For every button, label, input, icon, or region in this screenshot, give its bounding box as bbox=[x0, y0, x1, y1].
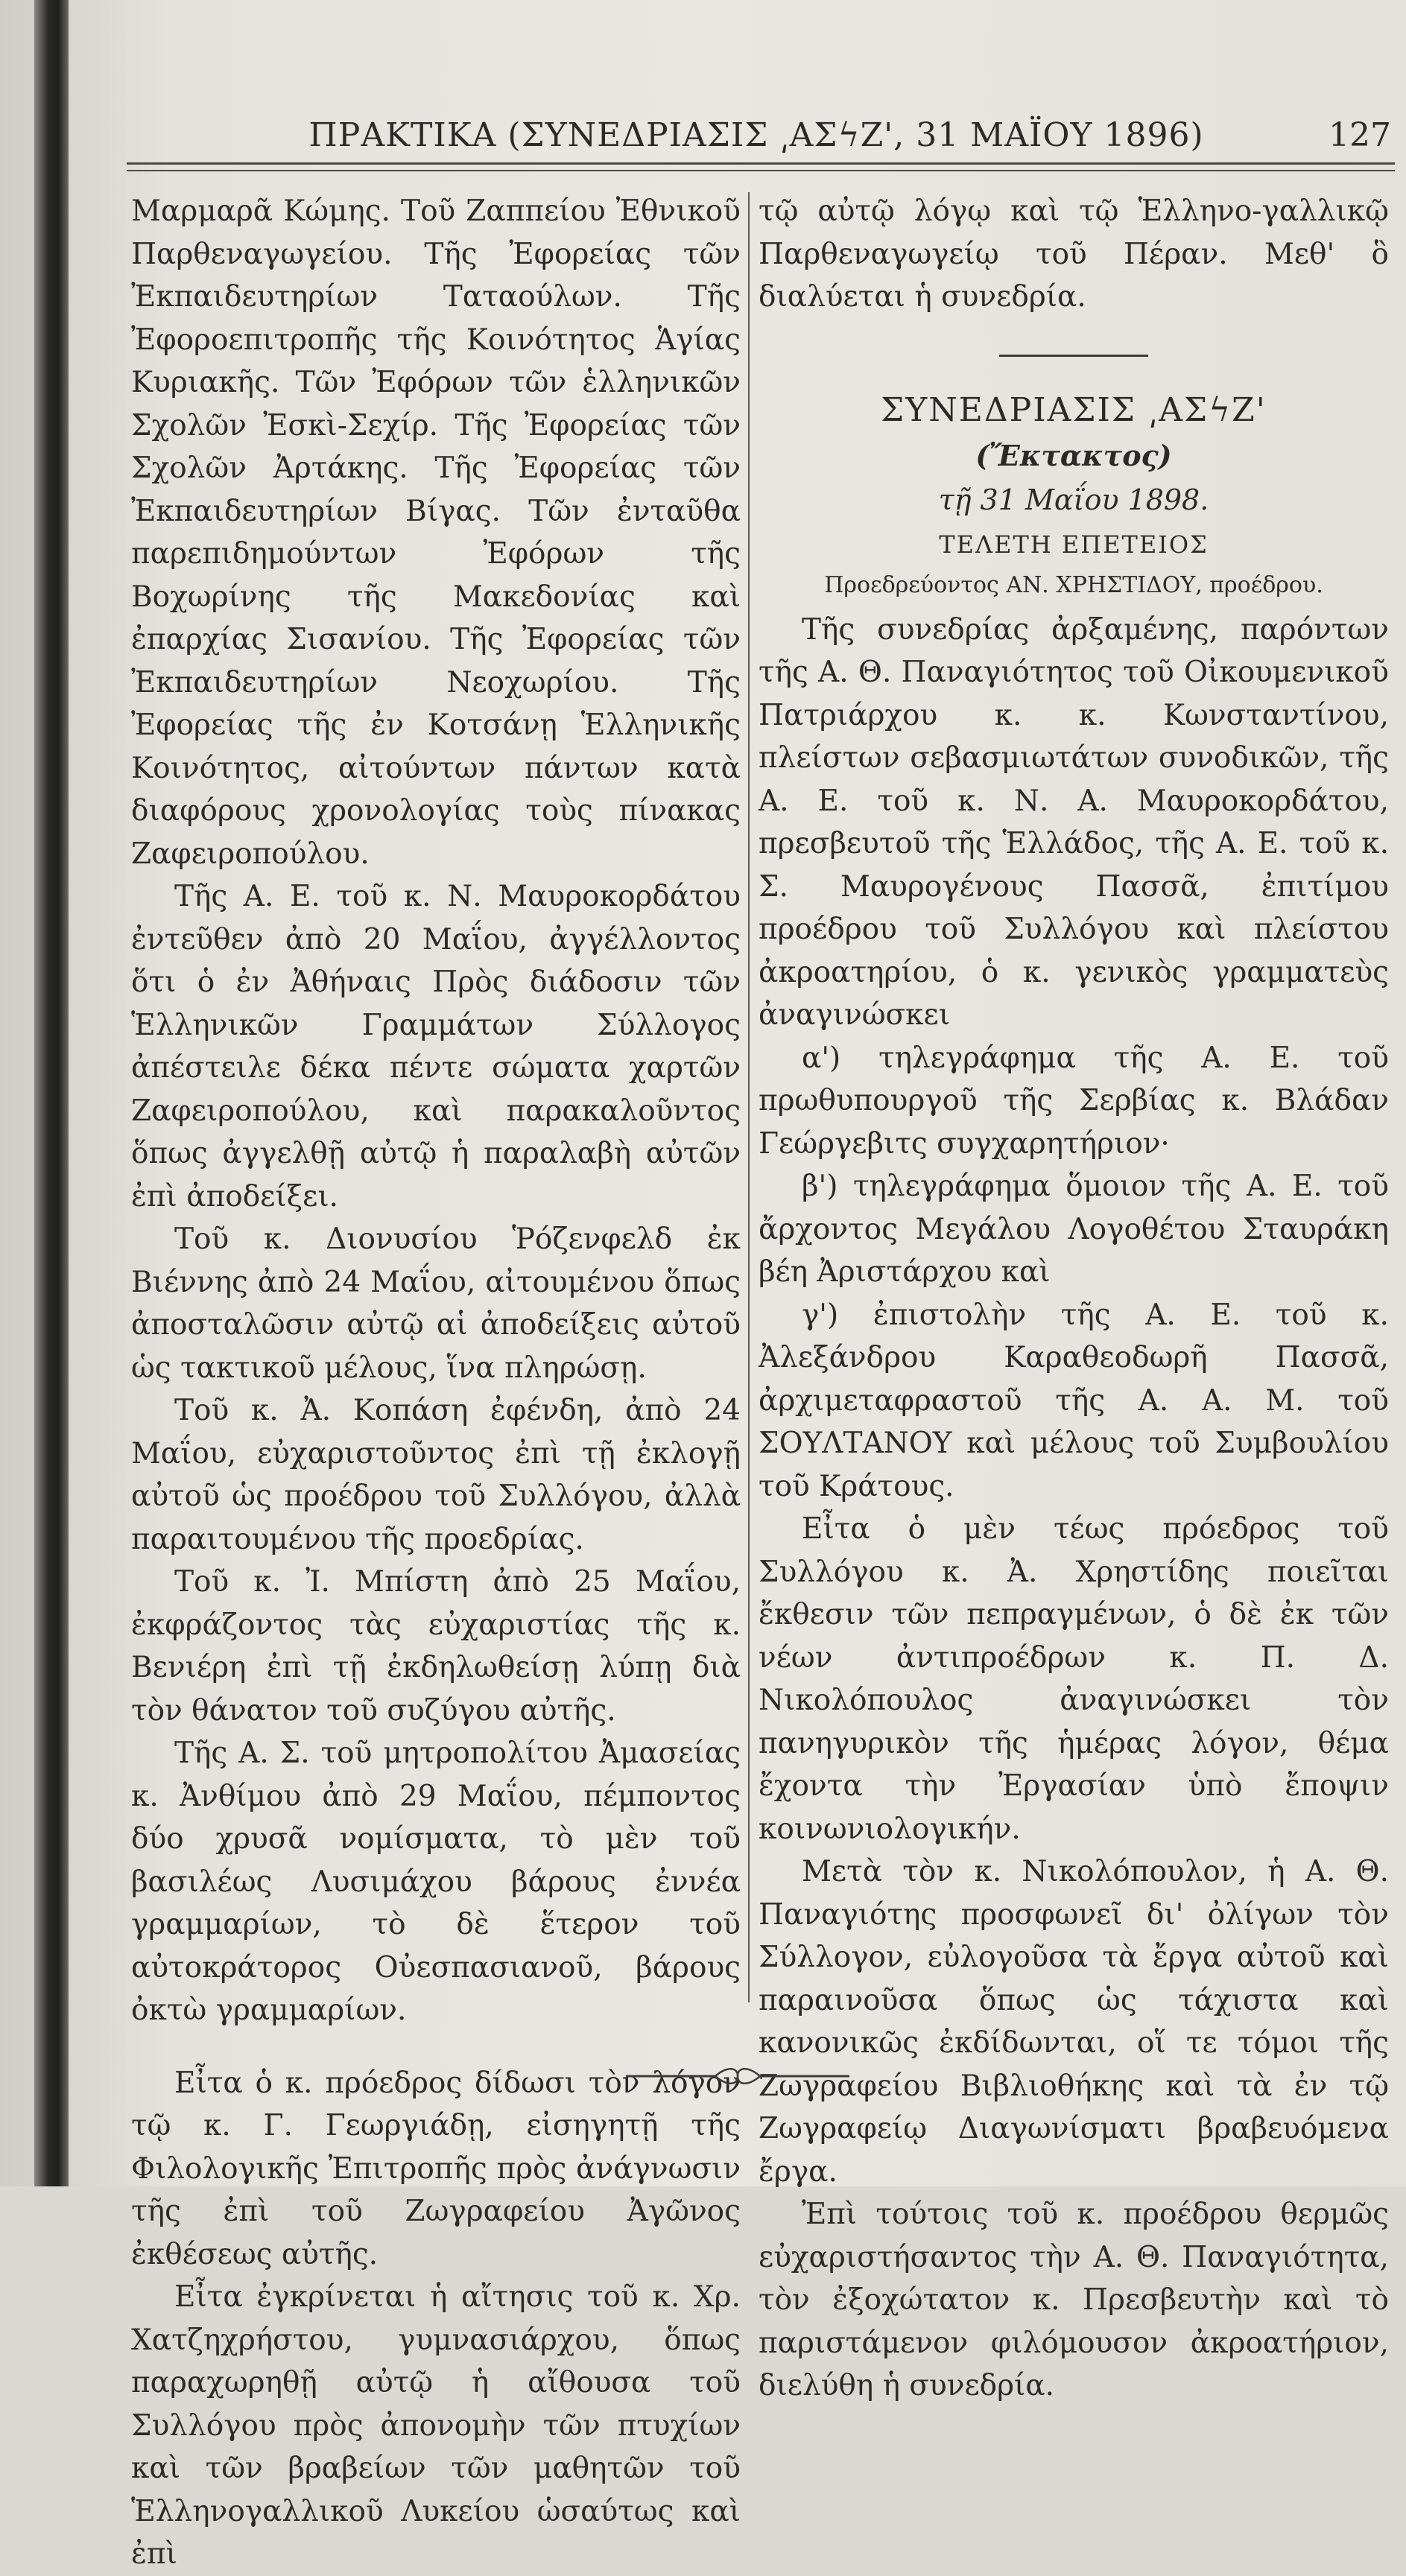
paragraph: Τοῦ κ. Ἰ. Μπίστη ἀπὸ 25 Μαΐου, ἐκφράζοντος τὰς εὐχαριστίας τῆς κ. Βενιέρη ἐπὶ τῇ ἐκδηλωθείσῃ λύπῃ διὰ τὸν θάνατον τοῦ συζύγου αὐτῆς. bbox=[131, 1565, 741, 1728]
paragraph: Τοῦ κ. Ἀ. Κοπάση ἐφένδη, ἀπὸ 24 Μαΐου, εὐχαριστοῦντος ἐπὶ τῇ ἐκλογῇ αὐτοῦ ὡς προέδρου τοῦ Συλλόγου, ἀλλὰ παραιτουμένου τῆς προεδρίας. bbox=[131, 1394, 741, 1556]
session-title: ΣΥΝΕΔΡΙΑΣΙΣ ͵ΑΣϟΖ' bbox=[881, 390, 1267, 429]
page-header bbox=[115, 112, 1397, 164]
page-number: 127 bbox=[1329, 116, 1391, 154]
session-heading bbox=[759, 387, 1389, 604]
right-column bbox=[759, 190, 1389, 2408]
header-rule-top bbox=[127, 162, 1395, 165]
paragraph: β') τηλεγράφημα ὅμοιον τῆς Α. Ε. τοῦ ἄρχοντος Μεγάλου Λογοθέτου Σταυράκη βέη Ἀριστάρχου καὶ bbox=[759, 1170, 1389, 1289]
left-column bbox=[131, 190, 741, 2576]
paragraph: Εἶτα ὁ μὲν τέως πρόεδρος τοῦ Συλλόγου κ. Ἀ. Χρηστίδης ποιεῖται ἔκθεσιν τῶν πεπραγμένων, ὁ δὲ ἐκ τῶν νέων ἀντιπροέδρων κ. Π. Δ. Νικολόπουλος ἀναγινώσκει τὸν πανηγυρικὸν τῆς ἡμέρας λόγον, θέμα ἔχοντα τὴν Ἐργασίαν ὑπὸ ἔποψιν κοινωνιολογικήν. bbox=[759, 1512, 1389, 1846]
column-divider bbox=[748, 192, 750, 2002]
paragraph: Μαρμαρᾶ Κώμης. Τοῦ Ζαππείου Ἐθνικοῦ Παρθεναγωγείου. Τῆς Ἐφορείας τῶν Ἐκπαιδευτηρίων Ταταούλων. Τῆς Ἐφοροεπιτροπῆς τῆς Κοινότητος Ἁγίας Κυριακῆς. Τῶν Ἐφόρων τῶν ἑλληνικῶν Σχολῶν Ἐσκὶ-Σεχίρ. Τῆς Ἐφορείας τῶν Σχολῶν Ἀρτάκης. Τῆς Ἐφορείας τῶν Ἐκπαιδευτηρίων Βίγας. Τῶν ἐνταῦθα παρεπιδημούντων Ἐφόρων τῆς Βοχωρίνης τῆς Μακεδονίας καὶ ἐπαρχίας Σισανίου. Τῆς Ἐφορείας τῶν Ἐκπαιδευτηρίων Νεοχωρίου. Τῆς Ἐφορείας τῆς ἐν Κοτσάνῃ Ἑλληνικῆς Κοινότητος, αἰτούντων πάντων κατὰ διαφόρους χρονολογίας τοὺς πίνακας Ζαφειροπούλου. bbox=[131, 194, 741, 871]
session-note: (Ἔκτακτος) bbox=[975, 438, 1172, 472]
paragraph: Μετὰ τὸν κ. Νικολόπουλον, ἡ Α. Θ. Παναγιότης προσφωνεῖ δι' ὀλίγων τὸν Σύλλογον, εὐλογοῦσα τὰ ἔργα αὐτοῦ καὶ παραινοῦσα ὅπως ὡς τάχιστα καὶ κανονικῶς ἐκδίδωνται, οἵ τε τόμοι τῆς Ζωγραφείου Βιβλιοθήκης καὶ τὰ ἐν τῷ Ζωγραφείῳ Διαγωνίσματι βραβευόμενα ἔργα. bbox=[759, 1855, 1389, 2189]
paragraph: α') τηλεγράφημα τῆς Α. Ε. τοῦ πρωθυπουργοῦ τῆς Σερβίας κ. Βλάδαν Γεώργεβιτς συγχαρητήριον· bbox=[759, 1041, 1389, 1161]
book-spine-shadow bbox=[34, 0, 69, 2186]
session-date: τῇ 31 Μαΐου 1898. bbox=[938, 483, 1209, 516]
footer-ornament bbox=[626, 2065, 849, 2087]
section-rule bbox=[999, 355, 1148, 357]
running-title: ΠΡΑΚΤΙΚΑ (ΣΥΝΕΔΡΙΑΣΙΣ ͵ΑΣϟΖ', 31 ΜΑΪΟΥ 1896) bbox=[308, 116, 1204, 154]
paragraph: Ἐπὶ τούτοις τοῦ κ. προέδρου θερμῶς εὐχαριστήσαντος τὴν Α. Θ. Παναγιότητα, τὸν ἐξοχώτατον κ. Πρεσβευτὴν καὶ τὸ παριστάμενον φιλόμουσον ἀκροατήριον, διελύθη ἡ συνεδρία. bbox=[759, 2198, 1389, 2402]
session-presidency: Προεδρεύοντος ΑΝ. ΧΡΗΣΤΙΔΟΥ, προέδρου. bbox=[824, 571, 1323, 598]
paragraph: Εἶτα ὁ κ. πρόεδρος δίδωσι τὸν λόγον τῷ κ. Γ. Γεωργιάδῃ, εἰσηγητῇ τῆς Φιλολογικῆς Ἐπιτροπῆς πρὸς ἀνάγνωσιν τῆς ἐπὶ τοῦ Ζωγραφείου Ἀγῶνος ἐκθέσεως αὐτῆς. bbox=[131, 2066, 741, 2271]
session-subtitle: ΤΕΛΕΤΗ ΕΠΕΤΕΙΟΣ bbox=[939, 530, 1209, 559]
paragraph: Τῆς Α. Ε. τοῦ κ. Ν. Μαυροκορδάτου ἐντεῦθεν ἀπὸ 20 Μαΐου, ἀγγέλλοντος ὅτι ὁ ἐν Ἀθήναις Πρὸς διάδοσιν τῶν Ἑλληνικῶν Γραμμάτων Σύλλογος ἀπέστειλε δέκα πέντε σώματα χαρτῶν Ζαφειροπούλου, καὶ παρακαλοῦντος ὅπως ἀγγελθῇ αὐτῷ ἡ παραλαβὴ αὐτῶν ἐπὶ ἀποδείξει. bbox=[131, 880, 741, 1214]
header-rule-bottom bbox=[127, 170, 1395, 171]
paragraph: Τοῦ κ. Διονυσίου Ῥόζενφελδ ἐκ Βιέννης ἀπὸ 24 Μαΐου, αἰτουμένου ὅπως ἀποσταλῶσιν αὐτῷ αἱ ἀποδείξεις αὐτοῦ ὡς τακτικοῦ μέλους, ἵνα πληρώσῃ. bbox=[131, 1222, 741, 1385]
paragraph: γ') ἐπιστολὴν τῆς Α. Ε. τοῦ κ. Ἀλεξάνδρου Καραθεοδωρῆ Πασσᾶ, ἀρχιμεταφραστοῦ τῆς Α. Α. Μ. τοῦ ΣΟΥΛΤΑΝΟΥ καὶ μέλους τοῦ Συμβουλίου τοῦ Κράτους. bbox=[759, 1298, 1389, 1503]
continuation-paragraph: τῷ αὐτῷ λόγῳ καὶ τῷ Ἑλληνο-γαλλικῷ Παρθεναγωγείῳ τοῦ Πέραν. Μεθ' ὃ διαλύεται ἡ συνεδρία. bbox=[759, 194, 1389, 314]
paragraph: Τῆς Α. Σ. τοῦ μητροπολίτου Ἀμασείας κ. Ἀνθίμου ἀπὸ 29 Μαΐου, πέμποντος δύο χρυσᾶ νομίσματα, τὸ μὲν τοῦ βασιλέως Λυσιμάχου βάρους ἐννέα γραμμαρίων, τὸ δὲ ἕτερον τοῦ αὐτοκράτορος Οὐεσπασιανοῦ, βάρους ὀκτὼ γραμμαρίων. bbox=[131, 1736, 741, 2027]
paragraph: Εἶτα ἐγκρίνεται ἡ αἴτησις τοῦ κ. Χρ. Χατζηχρήστου, γυμνασιάρχου, ὅπως παραχωρηθῇ αὐτῷ ἡ αἴθουσα τοῦ Συλλόγου πρὸς ἀπονομὴν τῶν πτυχίων καὶ τῶν βραβείων τῶν μαθητῶν τοῦ Ἑλληνογαλλικοῦ Λυκείου ὡσαύτως καὶ ἐπὶ bbox=[131, 2280, 741, 2571]
paragraph: Τῆς συνεδρίας ἀρξαμένης, παρόντων τῆς Α. Θ. Παναγιότητος τοῦ Οἰκουμενικοῦ Πατριάρχου κ. κ. Κωνσταντίνου, πλείστων σεβασμιωτάτων συνοδικῶν, τῆς Α. Ε. τοῦ κ. Ν. Α. Μαυροκορδάτου, πρεσβευτοῦ τῆς Ἑλλάδος, τῆς Α. Ε. τοῦ κ. Σ. Μαυρογένους Πασσᾶ, ἐπιτίμου προέδρου τοῦ Συλλόγου καὶ πλείστου ἀκροατηρίου, ὁ κ. γενικὸς γραμματεὺς ἀναγινώσκει bbox=[759, 612, 1389, 1032]
